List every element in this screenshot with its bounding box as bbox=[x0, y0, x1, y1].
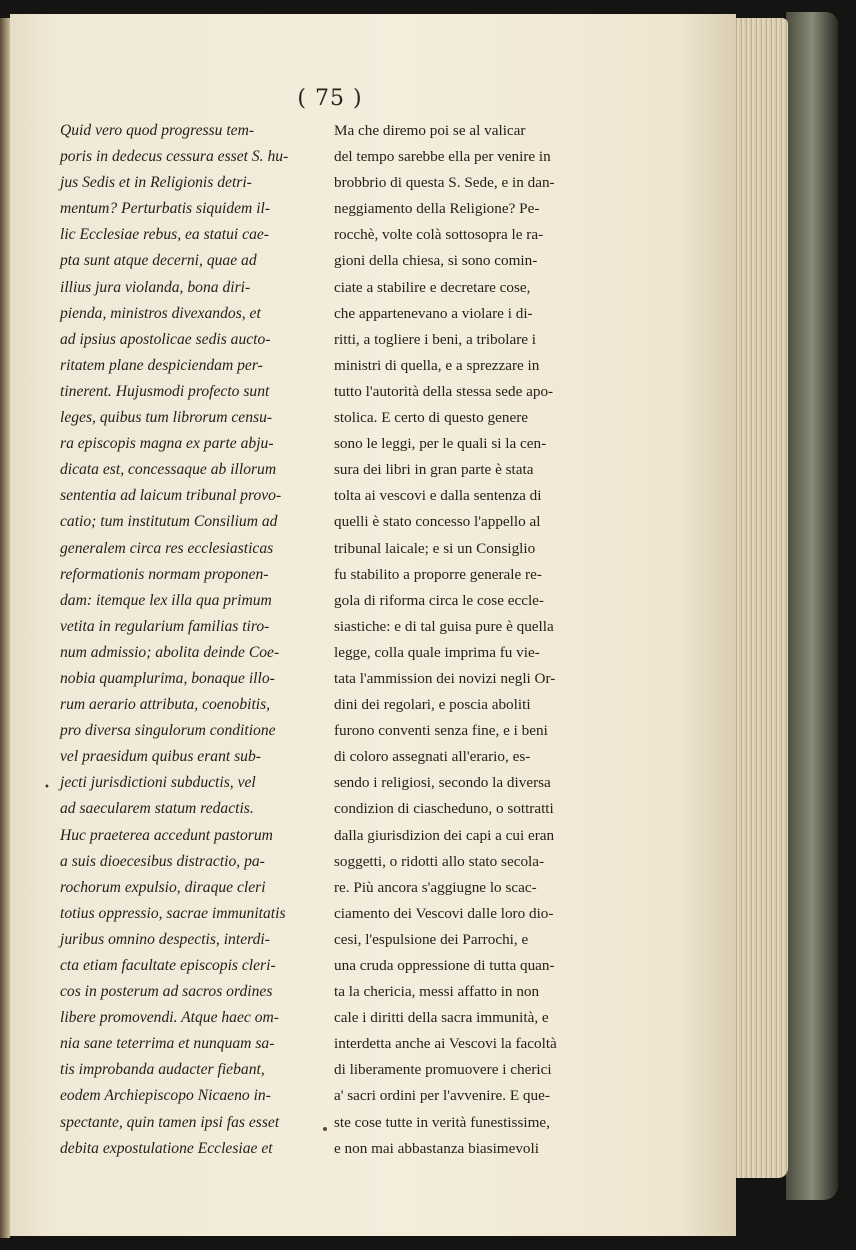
italian-text-line: sono le leggi, per le quali si la cen- bbox=[334, 435, 547, 453]
italian-text-line: furono conventi senza fine, e i beni bbox=[334, 722, 548, 740]
latin-text-line: illius jura violanda, bona diri- bbox=[60, 278, 251, 296]
italian-text-line: ste cose tutte in verità funestissime, bbox=[334, 1113, 550, 1131]
latin-text-line: totius oppressio, sacrae immunitatis bbox=[60, 904, 286, 922]
italian-text-line: del tempo sarebbe ella per venire in bbox=[334, 148, 551, 166]
latin-text-line: jecti jurisdictioni subductis, vel bbox=[60, 774, 256, 792]
latin-text-line: pta sunt atque decerni, quae ad bbox=[60, 252, 257, 270]
book-cover-edge bbox=[786, 12, 838, 1200]
latin-text-line: sententia ad laicum tribunal provo- bbox=[60, 487, 282, 505]
latin-text-line: dicata est, concessaque ab illorum bbox=[60, 461, 277, 479]
latin-text-line: reformationis normam proponen- bbox=[60, 565, 269, 583]
italian-text-line: condizion di ciascheduno, o sottratti bbox=[334, 800, 554, 818]
italian-text-line: interdetta anche ai Vescovi la facoltà bbox=[334, 1035, 557, 1053]
italian-text-line: stolica. E certo di questo genere bbox=[334, 409, 528, 427]
italian-text-line: tata l'ammission dei novizi negli Or- bbox=[334, 669, 556, 687]
latin-text-line: juribus omnino despectis, interdi- bbox=[60, 930, 270, 948]
latin-text-line: vel praesidum quibus erant sub- bbox=[60, 748, 261, 766]
page-number: ( 75 ) bbox=[297, 86, 363, 111]
italian-text-line: a' sacri ordini per l'avvenire. E que- bbox=[334, 1087, 550, 1105]
latin-text-line: ritatem plane despiciendam per- bbox=[60, 356, 263, 374]
italian-text-line: quelli è stato concesso l'appello al bbox=[334, 513, 541, 531]
italian-text-line: tribunal laicale; e si un Consiglio bbox=[334, 539, 536, 557]
latin-text-line: ra episcopis magna ex parte abju- bbox=[60, 435, 274, 453]
italian-text-line: ta la chericia, messi affatto in non bbox=[334, 983, 540, 1001]
italian-text-line: e non mai abbastanza biasimevoli bbox=[334, 1139, 539, 1157]
italian-text-line: brobbrio di questa S. Sede, e in dan- bbox=[334, 174, 555, 192]
latin-text-line: num admissio; abolita deinde Coe- bbox=[60, 643, 280, 661]
latin-text-line: rum aerario attributa, coenobitis, bbox=[60, 696, 271, 714]
latin-text-line: jus Sedis et in Religionis detri- bbox=[60, 174, 252, 192]
latin-text-line: rochorum expulsio, diraque cleri bbox=[60, 878, 266, 896]
italian-text-line: sura dei libri in gran parte è stata bbox=[334, 461, 534, 479]
latin-text-line: nia sane teterrima et nunquam sa- bbox=[60, 1035, 275, 1053]
italian-text-line: legge, colla quale imprima fu vie- bbox=[334, 643, 540, 661]
latin-text-line: Quid vero quod progressu tem- bbox=[60, 122, 255, 139]
italian-text-line: fu stabilito a proporre generale re- bbox=[334, 565, 542, 583]
previous-page-edge bbox=[0, 18, 10, 1238]
italian-text-line: tolta ai vescovi e dalla sentenza di bbox=[334, 487, 542, 505]
italian-text-line: cesi, l'espulsione dei Parrochi, e bbox=[334, 930, 529, 948]
latin-text-line: a suis dioecesibus distractio, pa- bbox=[60, 852, 265, 870]
italian-text-line: Ma che diremo poi se al valicar bbox=[334, 122, 526, 139]
latin-text-line: debita expostulatione Ecclesiae et bbox=[60, 1139, 273, 1157]
latin-text-line: pienda, ministros divexandos, et bbox=[60, 304, 261, 322]
latin-text-line: pro diversa singulorum conditione bbox=[60, 722, 276, 740]
latin-text-line: libere promovendi. Atque haec om- bbox=[60, 1009, 279, 1027]
italian-text-line: una cruda oppressione di tutta quan- bbox=[334, 957, 555, 974]
italian-text-line: dini dei regolari, e poscia aboliti bbox=[334, 696, 531, 714]
italian-text-line: soggetti, o ridotti allo stato secola- bbox=[334, 852, 545, 870]
latin-text-line: mentum? Perturbatis siquidem il- bbox=[60, 200, 271, 218]
italian-text-line: ritti, a togliere i beni, a tribolare i bbox=[334, 330, 537, 348]
italian-text-line: di coloro assegnati all'erario, es- bbox=[334, 748, 531, 766]
italian-text-line: cale i diritti della sacra immunità, e bbox=[334, 1009, 549, 1027]
italian-text-line: re. Più ancora s'aggiugne lo scac- bbox=[334, 878, 537, 896]
italian-text-line: sendo i religiosi, secondo la diversa bbox=[334, 774, 551, 792]
latin-text-line: eodem Archiepiscopo Nicaeno in- bbox=[60, 1087, 271, 1105]
latin-text-line: nobia quamplurima, bonaque illo- bbox=[60, 669, 275, 687]
latin-text-line: tinerent. Hujusmodi profecto sunt bbox=[60, 382, 270, 400]
italian-text-line: ciate a stabilire e decretare cose, bbox=[334, 278, 531, 296]
latin-text-line: spectante, quin tamen ipsi fas esset bbox=[60, 1113, 280, 1131]
margin-mark: • bbox=[44, 782, 50, 793]
page-block-edge bbox=[734, 18, 788, 1178]
latin-text-column bbox=[60, 118, 322, 1162]
latin-text-line: poris in dedecus cessura esset S. hu- bbox=[60, 148, 289, 166]
latin-text-line: leges, quibus tum librorum censu- bbox=[60, 409, 273, 427]
latin-text-line: ad saecularem statum redactis. bbox=[60, 800, 254, 818]
italian-text-line: siastiche: e di tal guisa pure è quella bbox=[334, 617, 554, 635]
italian-text-line: ciamento dei Vescovi dalle loro dio- bbox=[334, 904, 554, 922]
latin-text-line: lic Ecclesiae rebus, ea statui cae- bbox=[60, 226, 270, 244]
italian-text-line: dalla giurisdizion dei capi a cui eran bbox=[334, 826, 555, 844]
italian-text-line: rocchè, volte colà sottosopra le ra- bbox=[334, 226, 544, 244]
latin-text-line: cta etiam facultate episcopis cleri- bbox=[60, 957, 276, 974]
italian-text-line: ministri di quella, e a sprezzare in bbox=[334, 356, 540, 374]
latin-text-line: catio; tum institutum Consilium ad bbox=[60, 513, 278, 531]
italian-text-line: tutto l'autorità della stessa sede apo- bbox=[334, 382, 554, 400]
latin-text-line: vetita in regularium familias tiro- bbox=[60, 617, 270, 635]
latin-text-line: dam: itemque lex illa qua primum bbox=[60, 591, 272, 609]
italian-text-line: neggiamento della Religione? Pe- bbox=[334, 200, 540, 218]
latin-text-line: tis improbanda audacter fiebant, bbox=[60, 1061, 265, 1079]
latin-text-line: ad ipsius apostolicae sedis aucto- bbox=[60, 330, 271, 348]
paper-speck bbox=[323, 1127, 327, 1131]
latin-text-line: generalem circa res ecclesiasticas bbox=[60, 539, 274, 557]
italian-text-line: gioni della chiesa, si sono comin- bbox=[334, 252, 538, 270]
italian-text-line: gola di riforma circa le cose eccle- bbox=[334, 591, 544, 609]
latin-text-line: cos in posterum ad sacros ordines bbox=[60, 983, 273, 1001]
italian-text-line: di liberamente promuovere i cherici bbox=[334, 1061, 552, 1079]
latin-text-line: Huc praeterea accedunt pastorum bbox=[60, 826, 273, 844]
italian-text-line: che appartenevano a violare i di- bbox=[334, 304, 533, 322]
italian-text-column bbox=[334, 118, 602, 1162]
